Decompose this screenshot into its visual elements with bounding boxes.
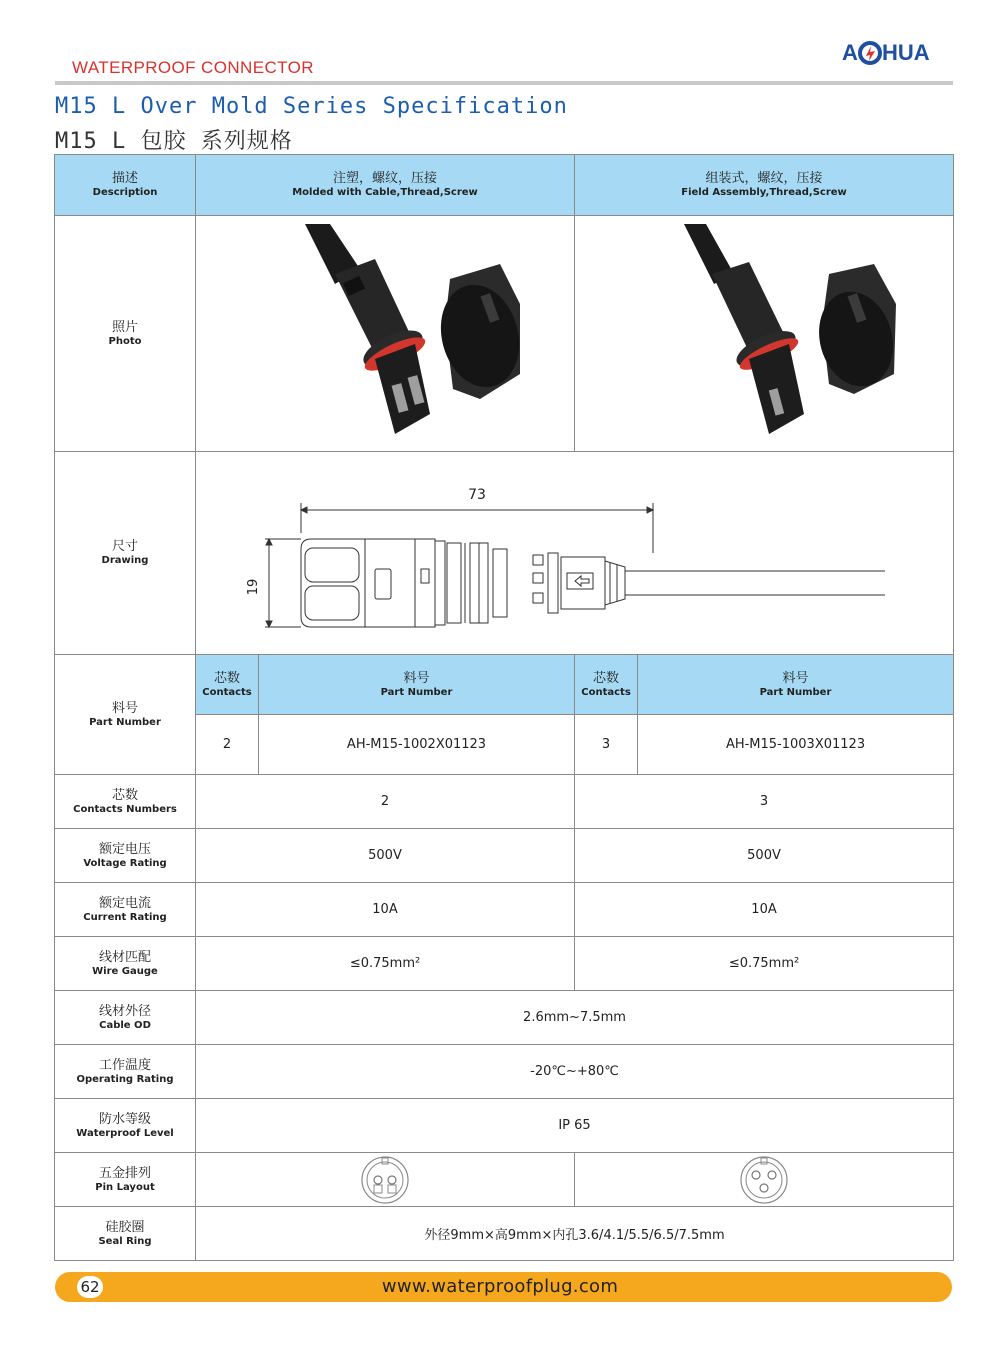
drawing-row xyxy=(55,452,954,655)
left-pn-cn: 料号 xyxy=(403,670,430,686)
logo-text-a: A xyxy=(842,40,858,65)
operating-value: -20℃~+80℃ xyxy=(196,1045,954,1099)
photo-molded xyxy=(196,216,575,452)
pin-layout-row xyxy=(55,1153,954,1207)
part-number-cn: 料号 xyxy=(111,700,138,716)
right-pn-header xyxy=(638,655,954,715)
col1-header xyxy=(196,155,575,216)
contacts-numbers-en: Contacts Numbers xyxy=(73,803,177,815)
current-cn: 额定电流 xyxy=(98,895,151,911)
left-pn-en: Part Number xyxy=(380,686,453,698)
logo-text-hua: HUA xyxy=(882,40,930,65)
wire-gauge-right: ≤0.75mm² xyxy=(575,937,954,991)
left-pn-value: AH-M15-1002X01123 xyxy=(259,715,575,775)
two-pin-layout-icon xyxy=(360,1155,410,1205)
table-header-row xyxy=(55,155,954,216)
spec-table xyxy=(54,154,954,1261)
description-cn: 描述 xyxy=(111,171,138,186)
field-assembly-connector-photo xyxy=(614,224,914,444)
left-contacts-en: Contacts xyxy=(202,686,252,698)
cable-od-row xyxy=(55,991,954,1045)
contacts-numbers-left: 2 xyxy=(196,775,575,829)
photo-label xyxy=(55,216,196,452)
voltage-right: 500V xyxy=(575,829,954,883)
contacts-numbers-row xyxy=(55,775,954,829)
operating-label xyxy=(55,1045,196,1099)
current-en: Current Rating xyxy=(83,911,167,923)
page-title-en: M15 L Over Mold Series Specification xyxy=(55,94,568,119)
wire-gauge-left: ≤0.75mm² xyxy=(196,937,575,991)
cable-od-cn: 线材外径 xyxy=(98,1003,151,1019)
brand-logo xyxy=(842,40,942,68)
website-link[interactable]: www.waterproofplug.com xyxy=(381,1276,619,1297)
pin-layout-en: Pin Layout xyxy=(95,1181,155,1193)
current-right: 10A xyxy=(575,883,954,937)
col1-cn: 注塑，螺纹，压接 xyxy=(333,171,438,186)
cable-od-value: 2.6mm~7.5mm xyxy=(196,991,954,1045)
current-label xyxy=(55,883,196,937)
dimension-drawing xyxy=(245,463,885,643)
right-pn-value: AH-M15-1003X01123 xyxy=(638,715,954,775)
operating-row xyxy=(55,1045,954,1099)
left-contacts-header xyxy=(196,655,259,715)
col2-en: Field Assembly,Thread,Screw xyxy=(681,187,847,198)
seal-ring-label xyxy=(55,1207,196,1261)
logo-mark-icon xyxy=(857,40,883,66)
voltage-en: Voltage Rating xyxy=(83,857,167,869)
col2-header xyxy=(575,155,954,216)
current-left: 10A xyxy=(196,883,575,937)
seal-ring-value: 外径9mm×高9mm×内孔3.6/4.1/5.5/6.5/7.5mm xyxy=(196,1207,954,1261)
wire-gauge-label xyxy=(55,937,196,991)
pin-layout-label xyxy=(55,1153,196,1207)
waterproof-label xyxy=(55,1099,196,1153)
seal-ring-en: Seal Ring xyxy=(98,1235,152,1247)
voltage-left: 500V xyxy=(196,829,575,883)
waterproof-cn: 防水等级 xyxy=(98,1111,151,1127)
section-title: WATERPROOF CONNECTOR xyxy=(72,58,314,77)
left-contacts-value: 2 xyxy=(196,715,259,775)
page-number: 62 xyxy=(77,1276,103,1298)
cable-od-en: Cable OD xyxy=(99,1019,151,1031)
drawing-cell xyxy=(196,452,954,655)
waterproof-value: IP 65 xyxy=(196,1099,954,1153)
wire-gauge-en: Wire Gauge xyxy=(92,965,158,977)
operating-cn: 工作温度 xyxy=(98,1057,151,1073)
right-contacts-cn: 芯数 xyxy=(593,670,620,686)
dimension-height-label: 19 xyxy=(245,578,261,596)
part-number-label xyxy=(55,655,196,775)
right-contacts-value: 3 xyxy=(575,715,638,775)
header-divider xyxy=(55,81,953,85)
dimension-length-label: 73 xyxy=(467,487,486,503)
description-en: Description xyxy=(92,187,158,198)
photo-cn: 照片 xyxy=(111,319,138,335)
wire-gauge-cn: 线材匹配 xyxy=(98,949,151,965)
contacts-numbers-label xyxy=(55,775,196,829)
waterproof-row xyxy=(55,1099,954,1153)
left-pn-header xyxy=(259,655,575,715)
waterproof-en: Waterproof Level xyxy=(76,1127,174,1139)
right-contacts-en: Contacts xyxy=(581,686,631,698)
left-contacts-cn: 芯数 xyxy=(213,670,240,686)
contacts-numbers-cn: 芯数 xyxy=(111,787,138,803)
voltage-label xyxy=(55,829,196,883)
molded-connector-photo xyxy=(235,224,535,444)
cable-od-label xyxy=(55,991,196,1045)
drawing-cn: 尺寸 xyxy=(111,539,138,554)
drawing-en: Drawing xyxy=(101,555,149,566)
photo-row xyxy=(55,216,954,452)
current-row xyxy=(55,883,954,937)
page-title-cn: M15 L 包胶 系列规格 xyxy=(55,129,293,154)
col2-cn: 组装式，螺纹，压接 xyxy=(705,171,823,186)
photo-field-assembly xyxy=(575,216,954,452)
right-pn-en: Part Number xyxy=(759,686,832,698)
voltage-cn: 额定电压 xyxy=(98,841,151,857)
operating-en: Operating Rating xyxy=(76,1073,174,1085)
photo-en: Photo xyxy=(108,335,142,347)
three-pin-layout-icon xyxy=(739,1155,789,1205)
contacts-numbers-right: 3 xyxy=(575,775,954,829)
pin-layout-cn: 五金排列 xyxy=(98,1165,151,1181)
wire-gauge-row xyxy=(55,937,954,991)
right-contacts-header xyxy=(575,655,638,715)
col1-en: Molded with Cable,Thread,Screw xyxy=(292,187,478,198)
right-pn-cn: 料号 xyxy=(782,670,809,686)
seal-ring-row xyxy=(55,1207,954,1261)
pin-layout-right xyxy=(575,1153,954,1207)
part-number-en: Part Number xyxy=(89,716,161,728)
pin-layout-left xyxy=(196,1153,575,1207)
voltage-row xyxy=(55,829,954,883)
description-header xyxy=(55,155,196,216)
drawing-label xyxy=(55,452,196,655)
seal-ring-cn: 硅胶圈 xyxy=(105,1219,145,1235)
part-number-header-row xyxy=(55,655,954,715)
